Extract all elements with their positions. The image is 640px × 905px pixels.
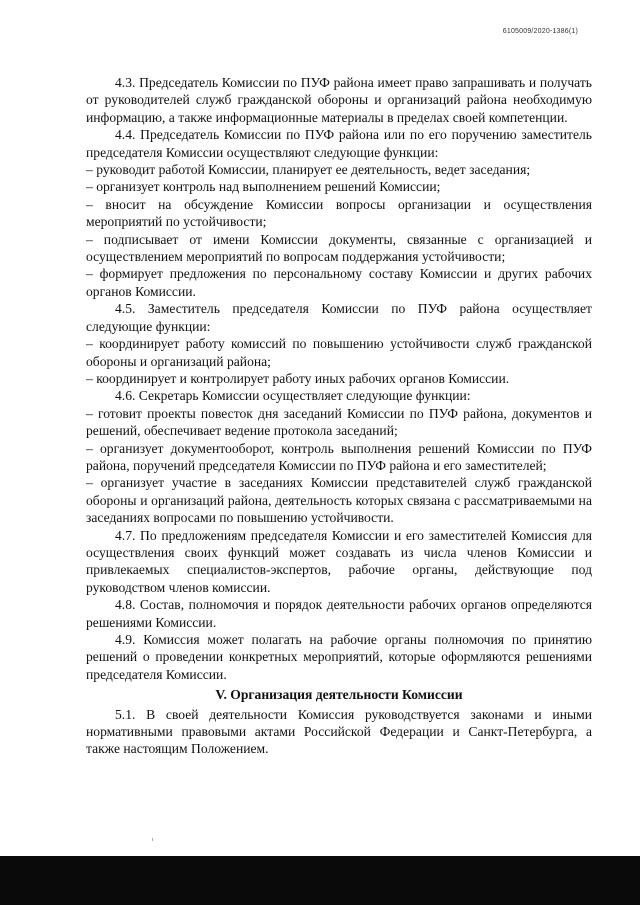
section-heading: V. Организация деятельности Комиссии xyxy=(215,687,463,703)
list-item: – руководит работой Комиссии, планирует ее деятельность, ведет заседания; xyxy=(86,162,531,178)
paragraph-4-6: 4.6. Секретарь Комиссии осуществляет следующие функции: xyxy=(115,388,471,404)
list-item: – организует контроль над выполнением решений Комиссии; xyxy=(86,179,441,195)
paragraph-4-7: 4.7. По предложениям председателя Комиссии и его заместителей Комиссия для осуществления своих функций может создавать из числа членов Комиссии и привлекаемых специалистов-экспертов, рабочие органы, действующие под руководством членов комиссии. xyxy=(86,527,592,595)
list-item: – вносит на обсуждение Комиссии вопросы организации и осуществления мероприятий по устойчивости; xyxy=(86,196,592,230)
list-item: – организует документооборот, контроль выполнения решений Комиссии по ПУФ района, поручений председателя Комиссии по ПУФ района и его заместителей; xyxy=(86,440,592,473)
list-item: – организует участие в заседаниях Комиссии представителей служб гражданской обороны и организаций района, деятельность которых связана с рассматриваемыми на заседаниях вопросами по повышению устойчивости. xyxy=(86,475,592,526)
paragraph-4-5: 4.5. Заместитель председателя Комиссии по ПУФ района осуществляет следующие функции: xyxy=(86,301,592,334)
paragraph-4-9: 4.9. Комиссия может полагать на рабочие органы полномочия по принятию решений о проведении конкретных мероприятий, которые оформляются решениями председателя Комиссии. xyxy=(86,632,592,682)
list-item: – готовит проекты повесток дня заседаний Комиссии по ПУФ района, документов и решений, обеспечивает ведение протокола заседаний; xyxy=(86,405,592,439)
list-item: – формирует предложения по персональному составу Комиссии и других рабочих органов Комиссии. xyxy=(86,266,592,299)
paragraph-4-4: 4.4. Председатель Комиссии по ПУФ района или по его поручению заместитель председателя Комиссии осуществляют следующие функции: xyxy=(86,127,592,160)
scan-bottom-edge xyxy=(0,856,640,905)
list-item: – координирует и контролирует работу иных рабочих органов Комиссии. xyxy=(86,370,510,386)
document-code: 6105009/2020-1386(1) xyxy=(502,28,578,35)
list-item: – подписывает от имени Комиссии документы, связанные с организацией и осуществлением мероприятий по вопросам поддержания устойчивости; xyxy=(86,231,592,265)
paragraph-4-8: 4.8. Состав, полномочия и порядок деятельности рабочих органов определяются решениями Комиссии. xyxy=(86,597,592,630)
scan-speck xyxy=(152,838,153,841)
paragraph-5-1: 5.1. В своей деятельности Комиссия руководствуется законами и иными нормативными правовыми актами Российской Федерации и Санкт-Петербурга, а также настоящим Положением. xyxy=(86,706,592,757)
paragraph-4-3: 4.3. Председатель Комиссии по ПУФ района имеет право запрашивать и получать от руководителей служб гражданской обороны и организаций района необходимую информацию, а также информационные материалы в пределах своей компетенции. xyxy=(86,75,592,125)
document-page xyxy=(86,74,592,758)
list-item: – координирует работу комиссий по повышению устойчивости служб гражданской обороны и организаций района; xyxy=(86,336,592,369)
